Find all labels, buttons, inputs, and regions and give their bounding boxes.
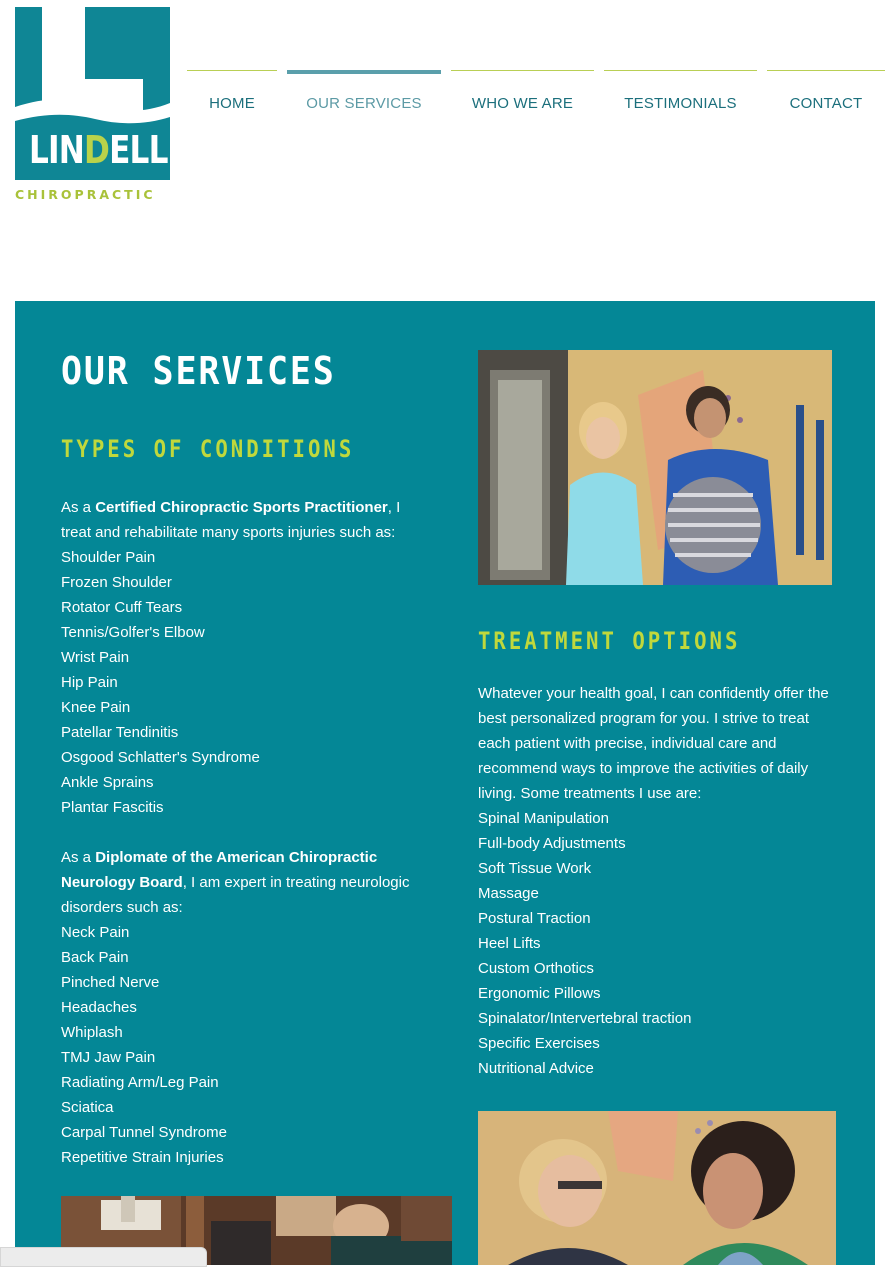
list-item: Tennis/Golfer's Elbow [61,624,205,641]
list-item: Full-body Adjustments [478,835,626,852]
list-item: Ankle Sprains [61,774,154,791]
list-item: Neck Pain [61,924,130,941]
logo-subtitle: CHIROPRACTIC [15,187,156,202]
nav-item-who-we-are[interactable] [451,70,594,120]
list-item: Whiplash [61,1024,123,1041]
nav-divider [187,70,277,71]
nav-label[interactable]: CONTACT [789,95,863,112]
list-item: Osgood Schlatter's Syndrome [61,749,260,766]
nav-active-indicator [287,70,441,74]
list-item: Postural Traction [478,910,591,927]
list-item: Hip Pain [61,674,118,691]
neurologic-disorders-list [61,920,421,1170]
treatments-list [478,806,830,1081]
list-item: Repetitive Strain Injuries [61,1149,224,1166]
neuro-section [61,845,421,1170]
list-item: Radiating Arm/Leg Pain [61,1074,219,1091]
logo-wordmark: LINDELL [28,128,168,172]
nav-label[interactable]: HOME [209,95,255,112]
nav-item-testimonials[interactable] [604,70,757,120]
list-item: Carpal Tunnel Syndrome [61,1124,227,1141]
list-item: Frozen Shoulder [61,574,172,591]
logo[interactable] [15,7,170,203]
list-item: Wrist Pain [61,649,130,666]
list-item: Shoulder Pain [61,549,156,566]
treatment-intro: Whatever your health goal, I can confidently offer the best personalized program for you. I strive to treat each patient with precise, individual care and recommend ways to improve the activities of daily living. Some treatments I use are: [478,685,829,802]
list-item: Heel Lifts [478,935,541,952]
services-panel [15,301,875,1265]
patient-care-photo [478,1111,836,1265]
conditions-heading: TYPES OF CONDITIONS [61,435,355,463]
list-item: Plantar Fascitis [61,799,164,816]
list-item: Massage [478,885,539,902]
list-item: Back Pain [61,949,129,966]
nav-label[interactable]: OUR SERVICES [306,95,422,112]
list-item: Spinal Manipulation [478,810,609,827]
horizontal-scrollbar[interactable] [0,1247,207,1267]
sports-section [61,495,421,820]
nav-label[interactable]: TESTIMONIALS [624,95,737,112]
nav-item-our-services[interactable] [287,70,441,120]
patient-care-image [478,1111,836,1265]
neuro-intro: As a Diplomate of the American Chiropractic Neurology Board, I am expert in treating neurologic disorders such as: [61,849,410,916]
sports-intro: As a Certified Chiropractic Sports Practitioner, I treat and rehabilitate many sports injuries such as: [61,499,401,541]
list-item: Specific Exercises [478,1035,600,1052]
treatment-heading: TREATMENT OPTIONS [478,627,741,655]
nav-label[interactable]: WHO WE ARE [471,95,574,112]
list-item: Rotator Cuff Tears [61,599,183,616]
nav-divider [767,70,885,71]
list-item: Soft Tissue Work [478,860,592,877]
list-item: Patellar Tendinitis [61,724,179,741]
list-item: Headaches [61,999,137,1016]
consultation-image [478,350,832,585]
sports-injuries-list [61,545,421,820]
treatment-section [478,681,830,1081]
list-item: Custom Orthotics [478,960,594,977]
list-item: TMJ Jaw Pain [61,1049,156,1066]
list-item: Ergonomic Pillows [478,985,601,1002]
page-title: OUR SERVICES [61,349,336,393]
list-item: Knee Pain [61,699,131,716]
list-item: Pinched Nerve [61,974,160,991]
nav-divider [604,70,757,71]
list-item: Sciatica [61,1099,114,1116]
list-item: Nutritional Advice [478,1060,594,1077]
consultation-photo [478,350,832,585]
nav-divider [451,70,594,71]
nav-item-home[interactable] [187,70,277,120]
list-item: Spinalator/Intervertebral traction [478,1010,692,1027]
nav-item-contact[interactable] [767,70,885,120]
logo-mark [15,7,170,180]
